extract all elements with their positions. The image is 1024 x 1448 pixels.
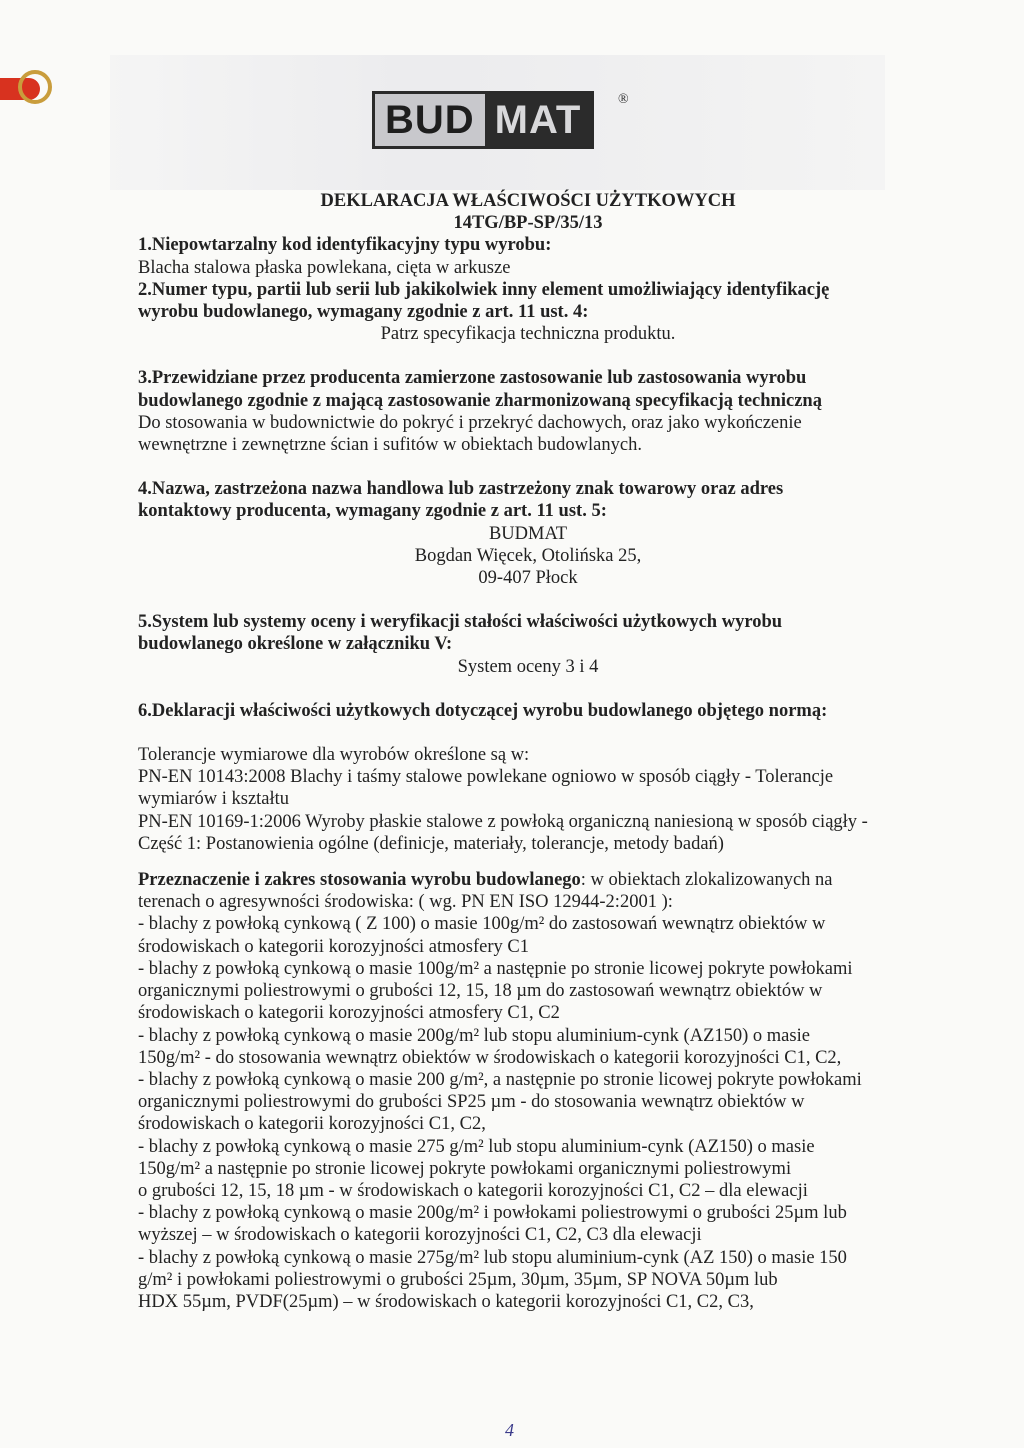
section-2-heading-line2: wyrobu budowlanego, wymagany zgodnie z art. 11 ust. 4: [138,302,589,323]
purpose-line: środowiskach o kategorii korozyjności C1, C2, [138,1114,486,1135]
page-number: 4 [505,1420,514,1440]
purpose-lead-bold: Przeznaczenie i zakres stosowania wyrobu budowlanego [138,870,581,891]
document-number: 14TG/BP-SP/35/13 [453,213,603,234]
purpose-line: - blachy z powłoką cynkową ( Z 100) o masie 100g/m² do zastosowań wewnątrz obiektów w [138,914,826,935]
purpose-line: wyższej – w środowiskach o kategorii korozyjności C1, C2, C3 dla elewacji [138,1225,702,1246]
purpose-line: - blachy z powłoką cynkową o masie 200 g/m², a następnie po stronie licowej pokryte powłokami [138,1069,862,1090]
section-3-heading-line1: 3.Przewidziane przez producenta zamierzone zastosowanie lub zastosowania wyrobu [138,368,807,389]
purpose-line: środowiskach o kategorii korozyjności atmosfery C1 [138,936,529,957]
purpose-line: - blachy z powłoką cynkową o masie 200g/m² lub stopu aluminium-cynk (AZ150) o masie [138,1025,810,1046]
section-2-text: Patrz specyfikacja techniczna produktu. [380,324,676,345]
section-6-line: PN-EN 10169-1:2006 Wyroby płaskie stalowe z powłoką organiczną naniesioną w sposób ciągły - [138,811,868,832]
document-title: DEKLARACJA WŁAŚCIWOŚCI UŻYTKOWYCH [320,191,736,211]
purpose-line: - blachy z powłoką cynkową o masie 275g/m² lub stopu aluminium-cynk (AZ 150) o masie 150 [138,1247,847,1268]
purpose-line: HDX 55µm, PVDF(25µm) – w środowiskach o kategorii korozyjności C1, C2, C3, [138,1291,754,1312]
purpose-line: środowiskach o kategorii korozyjności atmosfery C1, C2 [138,1003,560,1024]
purpose-line: g/m² i powłokami poliestrowymi o grubości 25µm, 30µm, 35µm, SP NOVA 50µm lub [138,1269,778,1290]
purpose-lead-rest: : w obiektach zlokalizowanych na [580,870,833,891]
section-6-line: PN-EN 10143:2008 Blachy i taśmy stalowe powlekane ogniowo w sposób ciągły - Tolerancje [138,767,834,788]
section-5-text: System oceny 3 i 4 [457,656,599,677]
registered-mark: ® [618,92,629,107]
section-3-heading-line2: budowlanego zgodnie z mającą zastosowanie zharmonizowaną specyfikacją techniczną [138,390,822,411]
company-address-line1: Bogdan Więcek, Otolińska 25, [414,545,642,566]
section-3-text-line1: Do stosowania w budownictwie do pokryć i przekryć dachowych, oraz jako wykończenie [138,412,802,433]
section-6-line: wymiarów i kształtu [138,789,290,810]
section-3-text-line2: wewnętrzne i zewnętrzne ścian i sufitów w obiektach budowlanych. [138,435,642,456]
purpose-line: - blachy z powłoką cynkową o masie 200g/m² i powłokami poliestrowymi o grubości 25µm lub [138,1203,847,1224]
section-6-line: Tolerancje wymiarowe dla wyrobów określone są w: [138,745,530,766]
section-4-heading-line1: 4.Nazwa, zastrzeżona nazwa handlowa lub zastrzeżony znak towarowy oraz adres [138,479,784,500]
purpose-line: - blachy z powłoką cynkową o masie 100g/m² a następnie po stronie licowej pokryte powłokami [138,958,853,979]
purpose-line: organicznymi poliestrowymi o grubości 12, 15, 18 µm do zastosowań wewnątrz obiektów w [138,981,823,1002]
purpose-line: 150g/m² a następnie po stronie licowej pokryte powłokami organicznymi poliestrowymi [138,1158,792,1179]
purpose-lead [138,869,918,891]
section-4-heading-line2: kontaktowy producenta, wymagany zgodnie z art. 11 ust. 5: [138,501,607,522]
section-6-heading: 6.Deklaracji właściwości użytkowych dotyczącej wyrobu budowlanego objętego normą: [138,700,828,721]
purpose-line: organicznymi poliestrowymi do grubości SP25 µm - do stosowania wewnątrz obiektów w [138,1092,805,1113]
purpose-line: 150g/m² - do stosowania wewnątrz obiektów w środowiskach o kategorii korozyjności C1, C2, [138,1047,842,1068]
section-6-line: Część 1: Postanowienia ogólne (definicje, materiały, tolerancje, metody badań) [138,833,724,854]
section-5-heading-line2: budowlanego określone w załączniku V: [138,634,453,655]
company-address-line2: 09-407 Płock [478,568,578,589]
purpose-line: o grubości 12, 15, 18 µm - w środowiskach o kategorii korozyjności C1, C2 – dla elewacji [138,1180,808,1201]
logo-text-right: MAT [485,91,595,149]
section-1-text: Blacha stalowa płaska powlekana, cięta w arkusze [138,257,511,278]
purpose-line: - blachy z powłoką cynkową o masie 275 g/m² lub stopu aluminium-cynk (AZ150) o masie [138,1136,815,1157]
binding-ring [18,70,52,104]
section-2-heading-line1: 2.Numer typu, partii lub serii lub jakikolwiek inny element umożliwiający identyfikację [138,279,830,300]
budmat-logo [372,90,624,150]
company-name: BUDMAT [488,523,568,544]
logo-text-left: BUD [372,91,485,149]
section-5-heading-line1: 5.System lub systemy oceny i weryfikacji stałości właściwości użytkowych wyrobu [138,612,783,633]
section-1-heading: 1.Niepowtarzalny kod identyfikacyjny typu wyrobu: [138,235,552,256]
purpose-line: terenach o agresywności środowiska: ( wg. PN EN ISO 12944-2:2001 ): [138,892,673,913]
document-body [138,190,918,1313]
